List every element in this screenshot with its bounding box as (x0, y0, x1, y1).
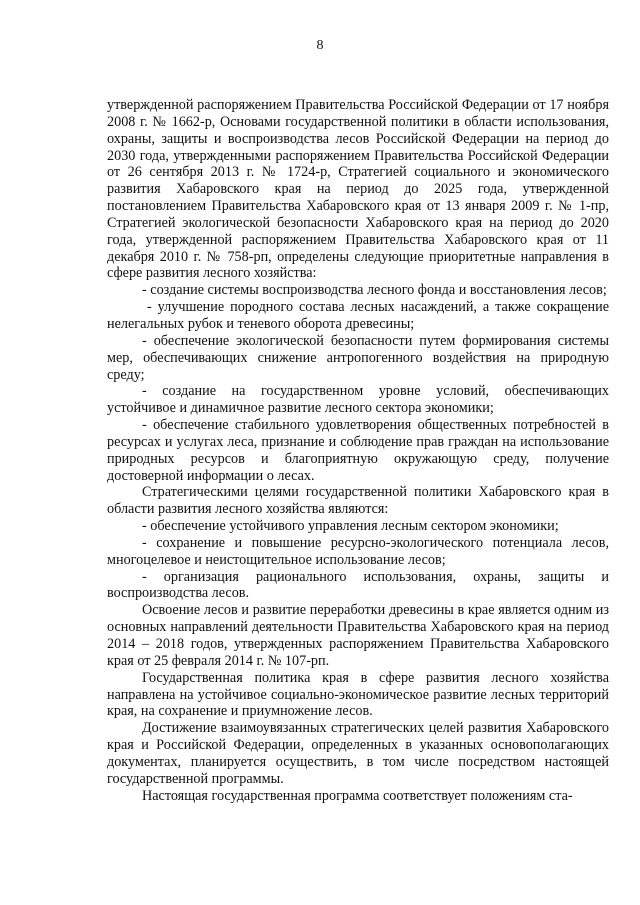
list-item: - обеспечение экологической безопасности путем формирования системы мер, обеспечивающих снижение антропогенного воздействия на природную среду; (107, 332, 609, 383)
list-item: - организация рационального использования, охраны, защиты и воспроизводства лесов. (107, 568, 609, 602)
paragraph: утвержденной распоряжением Правительства Российской Федерации от 17 ноября 2008 г. № 1662-р, Основами государственной политики в области использования, охраны, защиты и воспроизводства лесов Российской Федерации на период до 2030 года, утвержденными распоряжением Правительства Российской Федерации от 26 сентября 2013 г. № 1724-р, Стратегией социального и экономического развития Хабаровского края на период до 2025 года, утвержденной постановлением Правительства Хабаровского края от 13 января 2009 г. № 1-пр, Стратегией экологической безопасности Хабаровского края на период до 2020 года, утвержденной распоряжением Правительства Хабаровского края от 11 декабря 2010 г. № 758-рп, определены следующие приоритетные направления в сфере развития лесного хозяйства: (107, 97, 609, 282)
paragraph: Настоящая государственная программа соответствует положениям ста- (142, 787, 573, 804)
list-item: - обеспечение устойчивого управления лесным сектором экономики; (142, 518, 559, 535)
list-item: - сохранение и повышение ресурсно-экологического потенциала лесов, многоцелевое и неистощительное использование лесов; (107, 534, 609, 568)
page-number: 8 (316, 38, 324, 53)
paragraph: Государственная политика края в сфере развития лесного хозяйства направлена на устойчивое социально-экономическое развитие лесных территорий края, на сохранение и приумножение лесов. (107, 669, 609, 720)
paragraph: Освоение лесов и развитие переработки древесины в крае является одним из основных направлений деятельности Правительства Хабаровского края на период 2014 – 2018 годов, утвержденных распоряжением Правительства Хабаровского края от 25 февраля 2014 г. № 107-рп. (107, 602, 609, 669)
list-item: - обеспечение стабильного удовлетворения общественных потребностей в ресурсах и услугах леса, признание и соблюдение прав граждан на использование природных ресурсов и благоприятную окружающую среду, получение достоверной информации о лесах. (107, 417, 609, 484)
paragraph: Достижение взаимоувязанных стратегических целей развития Хабаровского края и Российской Федерации, определенных в указанных основополагающих документах, планируется осуществить, в том числе посредством настоящей государственной программы. (107, 720, 609, 787)
list-item: - улучшение породного состава лесных насаждений, а также сокращение нелегальных рубок и теневого оборота древесины; (107, 299, 609, 332)
list-item: - создание на государственном уровне условий, обеспечивающих устойчивое и динамичное развитие лесного сектора экономики; (107, 383, 609, 417)
body-text (107, 97, 609, 804)
paragraph: Стратегическими целями государственной политики Хабаровского края в области развития лесного хозяйства являются: (107, 484, 609, 518)
list-item: - создание системы воспроизводства лесного фонда и восстановления лесов; (142, 282, 607, 299)
